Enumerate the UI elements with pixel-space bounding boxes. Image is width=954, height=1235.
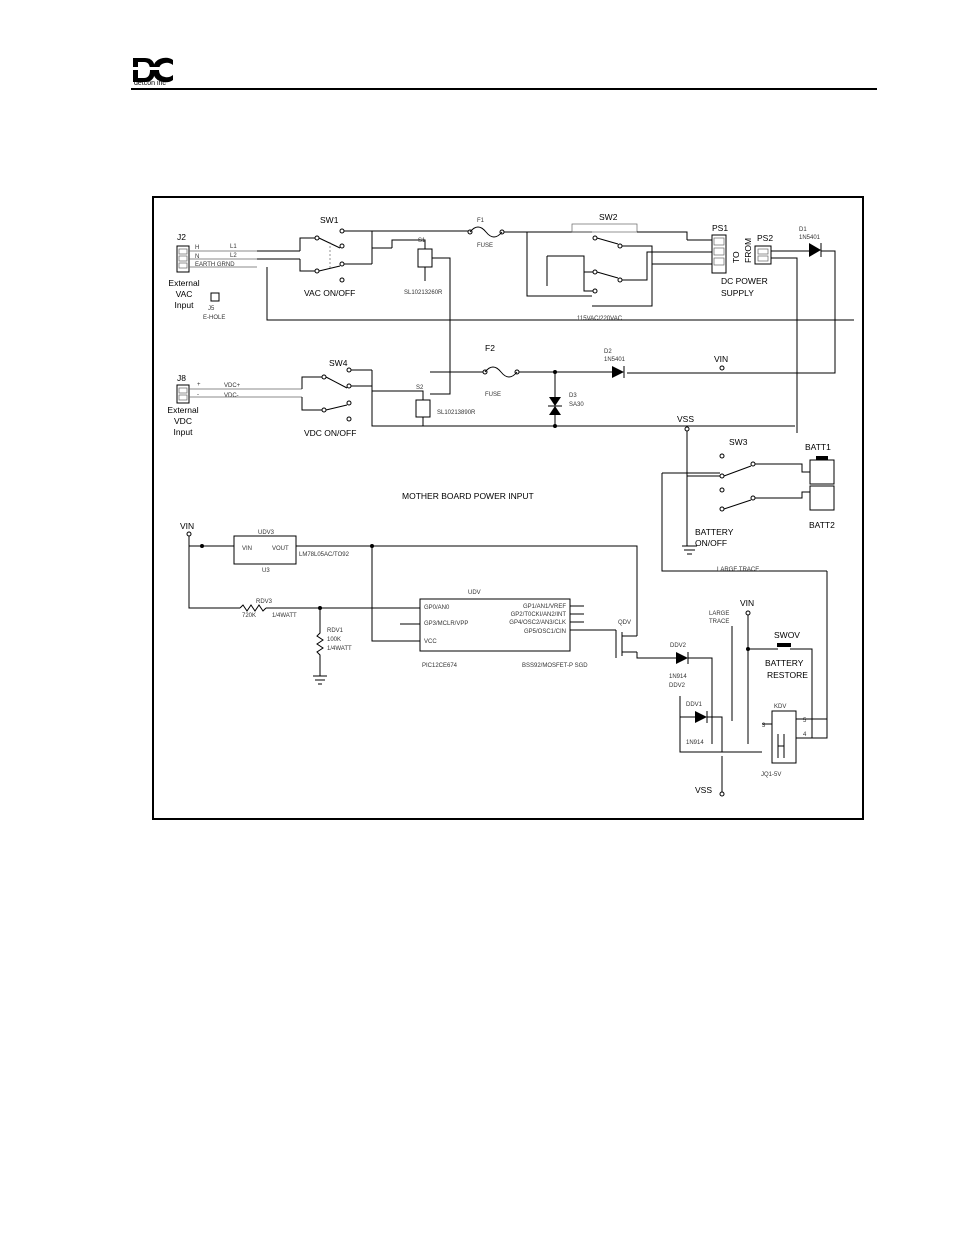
d1-label: D1 <box>799 227 807 233</box>
net-l2: L2 <box>230 253 237 259</box>
f1-type: FUSE <box>477 243 494 249</box>
s1-part: SL10213260R <box>404 290 443 296</box>
schematic-title: MOTHER BOARD POWER INPUT <box>402 491 534 501</box>
vss-top: VSS <box>677 414 695 424</box>
rdv1-val-1: 100K <box>327 637 342 643</box>
plus-sign: + <box>197 382 201 388</box>
sw3-desc-1: BATTERY <box>695 527 734 537</box>
s2-part: SL10213890R <box>437 410 476 416</box>
reg-vin: VIN <box>242 546 253 552</box>
sw1-desc: VAC ON/OFF <box>304 288 356 298</box>
pic-pin-gp1: GP1/AN1/VREF <box>522 604 566 610</box>
udv-label: UDV <box>468 590 481 596</box>
vin-top: VIN <box>714 354 729 364</box>
dc-supply-2: SUPPLY <box>721 288 754 298</box>
kdv-label: KDV <box>774 704 787 710</box>
batt1-label: BATT1 <box>805 442 831 452</box>
d3-label: D3 <box>569 393 577 399</box>
vin-right: VIN <box>740 598 755 608</box>
swov-desc-1: BATTERY <box>765 658 804 668</box>
net-l1: L1 <box>230 244 237 250</box>
large-trace-label: LARGE TRACE <box>717 567 760 573</box>
page-header <box>0 0 954 92</box>
ddv2-part-2: DDV2 <box>669 683 686 689</box>
j8-desc-2: VDC <box>174 416 192 426</box>
f2-type: FUSE <box>485 392 502 398</box>
s1-label: S1 <box>418 238 426 244</box>
j2-desc-2: VAC <box>175 289 193 299</box>
logo-caption: detcon inc <box>134 80 166 87</box>
sw2-desc: 115VAC/220VAC <box>577 316 623 322</box>
ddv1-label: DDV1 <box>686 702 703 708</box>
j5-desc: E-HOLE <box>203 315 226 321</box>
net-n: N <box>195 254 200 260</box>
large-trace-1: LARGE <box>709 611 730 617</box>
pic-pin-gp4: GP4/OSC2/AN3/CLK <box>509 620 566 626</box>
ddv1-part: 1N914 <box>686 740 704 746</box>
ddv2-part-1: 1N914 <box>669 674 687 680</box>
to-label: TO <box>731 251 741 263</box>
minus-sign: - <box>197 392 199 398</box>
net-earth: EARTH GRND <box>195 262 235 268</box>
ps1-label: PS1 <box>712 223 729 233</box>
u-label: U3 <box>262 568 270 574</box>
j2-desc-1: External <box>168 278 200 288</box>
d1-part: 1N5401 <box>799 235 821 241</box>
header-rule <box>131 88 877 90</box>
j2-desc-3: Input <box>174 300 194 310</box>
vdc-plus: VDC+ <box>224 383 241 389</box>
power-input-schematic <box>152 196 864 820</box>
rdv3-val-2: 1/4WATT <box>272 613 297 619</box>
pic-pin-gp3: GP3/MCLR/VPP <box>424 621 469 627</box>
dc-supply-1: DC POWER <box>721 276 768 286</box>
kdv-part: JQ1-5V <box>761 772 782 778</box>
pic-pin-gp5: GP5/OSC1/CIN <box>523 629 566 635</box>
j5-label: J5 <box>208 306 215 312</box>
kdv-pin-3: 3 <box>762 723 766 729</box>
udv-part: PIC12CE674 <box>422 663 458 669</box>
rdv3-val-1: 720K <box>242 613 257 619</box>
sw3-desc-2: ON/OFF <box>695 538 728 548</box>
batt2-label: BATT2 <box>809 520 835 530</box>
f1-label: F1 <box>477 218 485 224</box>
swov-label: SWOV <box>774 630 800 640</box>
kdv-pin-4: 4 <box>803 732 807 738</box>
vdc-minus: VDC- <box>224 393 239 399</box>
reg-vout: VOUT <box>272 546 289 552</box>
pic-pin-vcc: VCC <box>424 639 437 645</box>
d2-part: 1N5401 <box>604 357 626 363</box>
j8-desc-3: Input <box>173 427 193 437</box>
sw3-label: SW3 <box>729 437 748 447</box>
rdv3-label: RDV3 <box>256 599 273 605</box>
from-label: FROM <box>743 237 753 263</box>
udv3-label: UDV3 <box>258 530 275 536</box>
net-h: H <box>195 245 200 251</box>
pic-pin-gp2: GP2/T0CKI/AN2/INT <box>510 612 566 618</box>
ddv2-label: DDV2 <box>670 643 687 649</box>
s2-label: S2 <box>416 385 424 391</box>
d3-part: SA30 <box>569 402 584 408</box>
rdv1-val-2: 1/4WATT <box>327 646 352 652</box>
sw2-label: SW2 <box>599 212 618 222</box>
j8-label: J8 <box>177 373 186 383</box>
kdv-pin-5: 5 <box>803 718 807 724</box>
vin-left: VIN <box>180 521 195 531</box>
swov-desc-2: RESTORE <box>767 670 808 680</box>
vss-bottom: VSS <box>695 785 713 795</box>
sw4-label: SW4 <box>329 358 348 368</box>
pic-pin-gp0: GP0/AN0 <box>424 605 450 611</box>
f2-label: F2 <box>485 343 495 353</box>
schematic-frame <box>153 197 863 819</box>
qdv-part: BSS92/MOSFET-P SGD <box>522 663 588 669</box>
sw1-label: SW1 <box>320 215 339 225</box>
qdv-label: QDV <box>618 620 632 626</box>
ps2-label: PS2 <box>757 233 774 243</box>
j2-label: J2 <box>177 232 186 242</box>
d2-label: D2 <box>604 349 612 355</box>
large-trace-2: TRACE <box>709 619 730 625</box>
sw4-desc: VDC ON/OFF <box>304 428 357 438</box>
j8-desc-1: External <box>167 405 199 415</box>
udv3-part: LM78L05AC/TO92 <box>299 552 349 558</box>
rdv1-label: RDV1 <box>327 628 344 634</box>
